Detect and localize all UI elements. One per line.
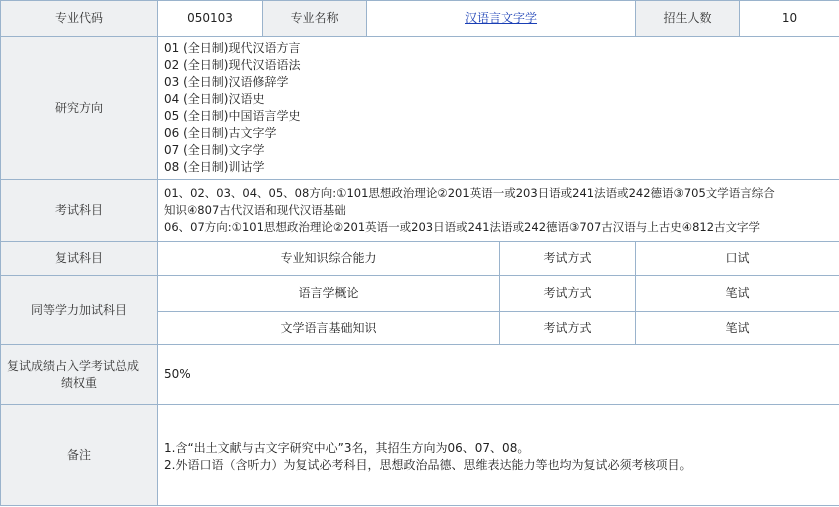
equivalent-label: 同等学力加试科目 <box>1 276 158 345</box>
note-line: 1.含“出土文献与古文字研究中心”3名，其招生方向为06、07、08。 <box>164 441 530 455</box>
code-value: 050103 <box>158 1 263 37</box>
weight-label-line2: 绩权重 <box>60 375 97 390</box>
weight-label-line1: 复试成绩占入学考试总成 <box>7 358 140 373</box>
equivalent-row-1 <box>1 276 839 312</box>
equivalent-subject: 文学语言基础知识 <box>158 312 500 345</box>
weight-value: 50% <box>158 345 839 405</box>
program-name-link[interactable]: 汉语言文字学 <box>465 11 538 25</box>
equivalent-subject: 语言学概论 <box>158 276 500 312</box>
exam-text <box>158 180 839 242</box>
exam-line: 知识④807古代汉语和现代汉语基础 <box>164 203 346 217</box>
direction-item: 01 (全日制)现代汉语方言 <box>164 41 301 55</box>
direction-list <box>158 37 839 180</box>
retest-subject: 专业知识综合能力 <box>158 242 500 276</box>
direction-item: 04 (全日制)汉语史 <box>164 92 265 106</box>
direction-item: 05 (全日制)中国语言学史 <box>164 109 301 123</box>
weight-row <box>1 345 839 405</box>
code-label: 专业代码 <box>1 1 158 37</box>
direction-item: 02 (全日制)现代汉语语法 <box>164 58 301 72</box>
equivalent-method-label: 考试方式 <box>500 312 636 345</box>
exam-line: 06、07方向:①101思想政治理论②201英语一或203日语或241法语或242德语③707古汉语与上古史④812古文字学 <box>164 220 761 234</box>
equivalent-method-label: 考试方式 <box>500 276 636 312</box>
header-row <box>1 1 839 37</box>
name-label: 专业名称 <box>263 1 367 37</box>
direction-item: 06 (全日制)古文字学 <box>164 126 277 140</box>
direction-label: 研究方向 <box>1 37 158 180</box>
notes-row <box>1 405 839 506</box>
retest-label: 复试科目 <box>1 242 158 276</box>
direction-item: 08 (全日制)训诂学 <box>164 160 265 174</box>
notes-label: 备注 <box>1 405 158 506</box>
enroll-label: 招生人数 <box>636 1 740 37</box>
retest-row <box>1 242 839 276</box>
exam-row <box>1 180 839 242</box>
exam-line: 01、02、03、04、05、08方向:①101思想政治理论②201英语一或203日语或241法语或242德语③705文学语言综合 <box>164 186 775 200</box>
equivalent-method-value: 笔试 <box>636 312 839 345</box>
retest-method-value: 口试 <box>636 242 839 276</box>
name-value-cell <box>367 1 636 37</box>
note-line: 2.外语口语（含听力）为复试必考科目，思想政治品德、思维表达能力等也均为复试必须考核项目。 <box>164 458 692 472</box>
direction-item: 03 (全日制)汉语修辞学 <box>164 75 289 89</box>
direction-item: 07 (全日制)文字学 <box>164 143 265 157</box>
enroll-value: 10 <box>740 1 839 37</box>
direction-row <box>1 37 839 180</box>
retest-method-label: 考试方式 <box>500 242 636 276</box>
notes-text <box>158 405 839 506</box>
weight-label <box>1 345 158 405</box>
equivalent-method-value: 笔试 <box>636 276 839 312</box>
exam-label: 考试科目 <box>1 180 158 242</box>
